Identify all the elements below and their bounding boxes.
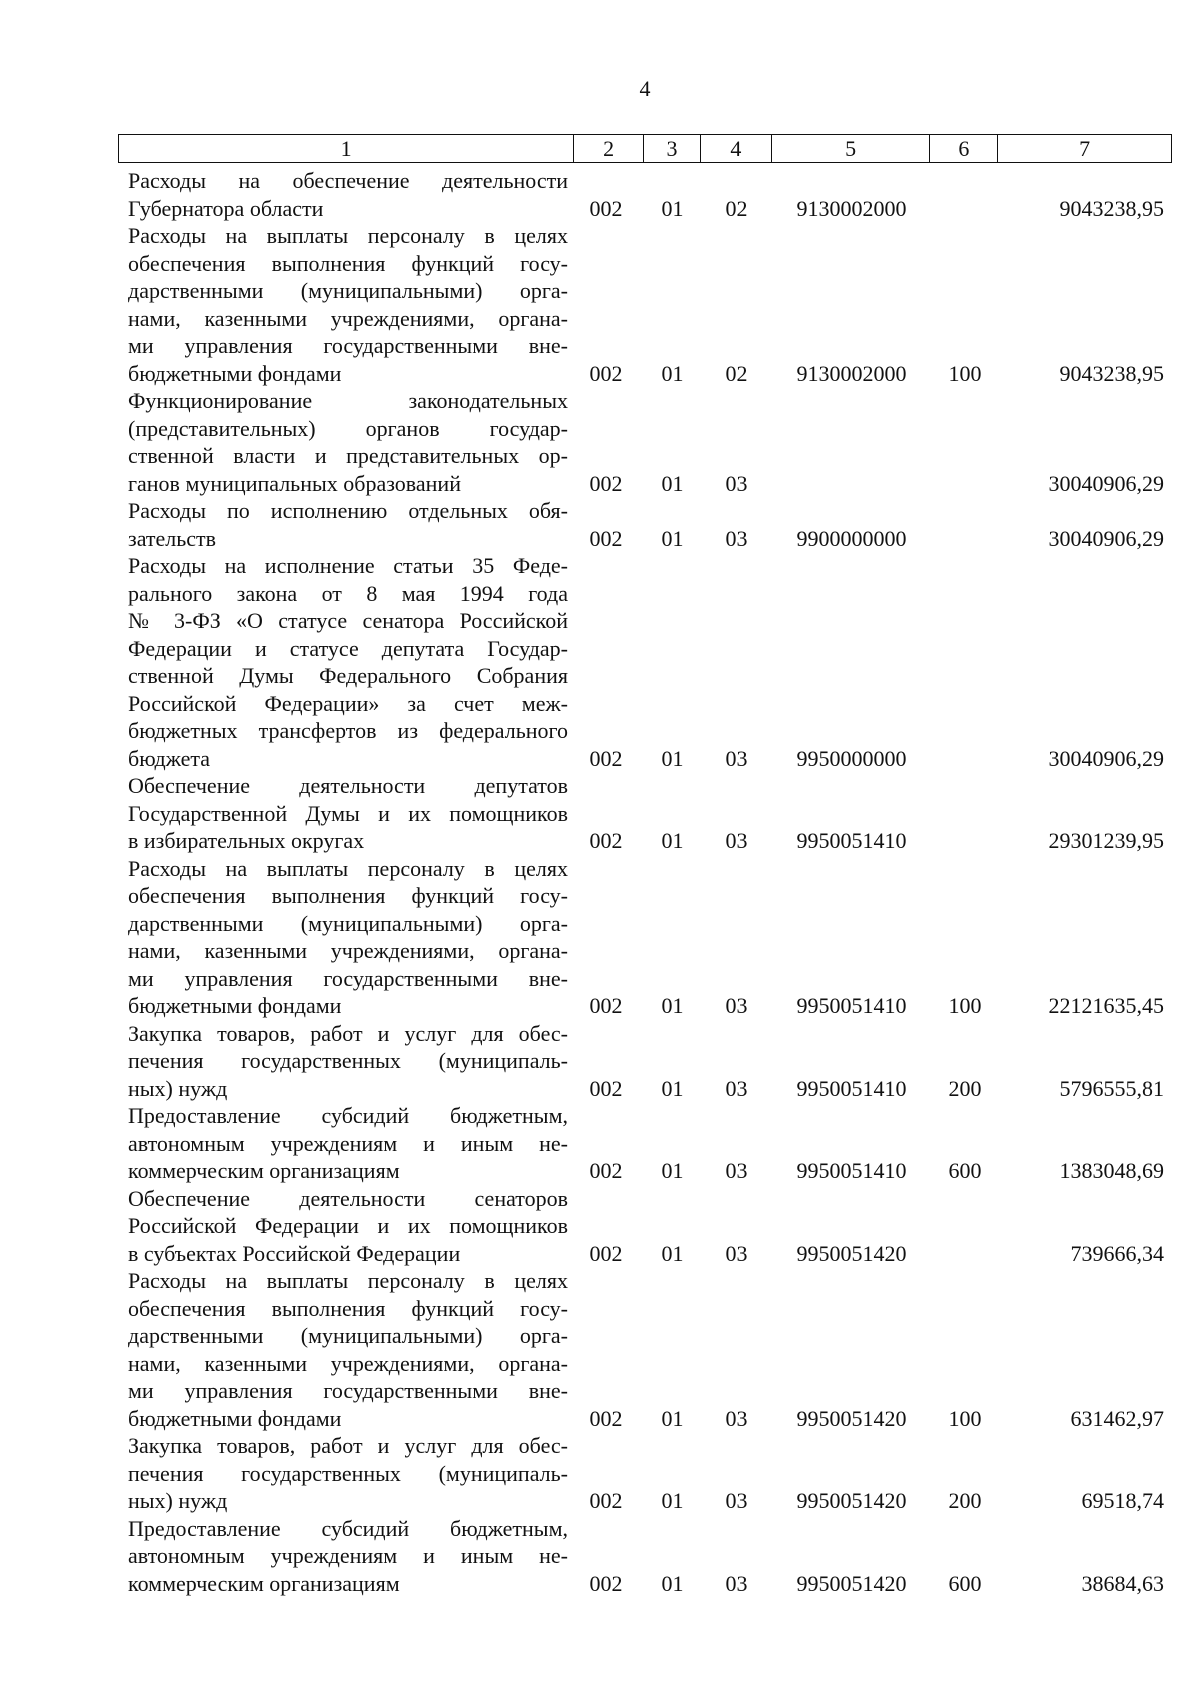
description-line: Предоставление субсидий бюджетным, (128, 1515, 568, 1541)
cell-ministry-code: 002 (589, 1405, 623, 1431)
description-line: коммерческим организациям (128, 1570, 400, 1596)
table-row (118, 167, 1172, 222)
cell-section: 01 (661, 195, 684, 221)
cell-subsection: 03 (725, 993, 748, 1018)
description-line: бюджетных трансфертов из федерального (128, 718, 568, 743)
header-col-4: 4 (701, 135, 772, 162)
description-line: обеспечения выполнения функций госу- (128, 1295, 568, 1321)
cell-target-article: 9950051420 (796, 1570, 907, 1596)
description-line: Предоставление субсидий бюджетным, (128, 1103, 568, 1128)
description-line: автономным учреждениям и иным не- (128, 1543, 568, 1568)
header-col-3: 3 (644, 135, 701, 162)
table-row (118, 1432, 1172, 1515)
row-description (118, 1185, 568, 1268)
cell-subsection: 03 (725, 1158, 748, 1183)
description-line: № 3-ФЗ «О статусе сенатора Российской (128, 608, 568, 633)
cell-target-article: 9130002000 (796, 360, 907, 386)
description-line: ганов муниципальных образований (128, 470, 461, 496)
cell-target-article: 9950051410 (796, 1158, 907, 1183)
cell-ministry-code: 002 (589, 1570, 623, 1596)
row-description (118, 497, 568, 552)
cell-target-article: 9900000000 (796, 525, 907, 551)
description-line: нами, казенными учреждениями, органа- (128, 938, 568, 963)
cell-subsection: 03 (725, 1570, 748, 1596)
header-col-5: 5 (772, 135, 931, 162)
row-description (118, 1432, 568, 1515)
description-line: Обеспечение деятельности депутатов (128, 773, 568, 798)
description-line: бюджетными фондами (128, 993, 342, 1018)
cell-amount: 30040906,29 (1048, 525, 1164, 551)
cell-expense-type: 100 (948, 1405, 982, 1431)
table-row (118, 1185, 1172, 1268)
description-line: коммерческим организациям (128, 1158, 400, 1183)
header-col-6: 6 (930, 135, 998, 162)
cell-target-article: 9130002000 (796, 195, 907, 221)
row-description (118, 855, 568, 1020)
cell-subsection: 03 (725, 1488, 748, 1513)
description-line: рального закона от 8 мая 1994 года (128, 580, 568, 606)
row-description (118, 772, 568, 855)
description-line: Функционирование законодательных (128, 388, 568, 413)
cell-amount: 29301239,95 (1048, 828, 1164, 853)
cell-target-article: 9950051420 (796, 1405, 907, 1431)
description-line: бюджета (128, 745, 211, 771)
cell-subsection: 02 (725, 360, 748, 386)
table-body (118, 167, 1172, 1597)
table-header (118, 134, 1172, 163)
table-row (118, 855, 1172, 1020)
description-line: Российской Федерации и их помощников (128, 1213, 568, 1238)
description-line: Расходы на выплаты персоналу в целях (128, 855, 568, 881)
header-col-7: 7 (1079, 136, 1091, 161)
description-line: в субъектах Российской Федерации (128, 1240, 461, 1266)
description-line: (представительных) органов государ- (128, 415, 568, 441)
description-line: Расходы на выплаты персоналу в целях (128, 223, 568, 248)
description-line: ственной власти и представительных ор- (128, 443, 568, 468)
cell-target-article: 9950051410 (796, 828, 907, 853)
description-line: Федерации и статусе депутата Государ- (128, 635, 568, 661)
cell-expense-type: 600 (948, 1158, 982, 1183)
description-line: печения государственных (муниципаль- (128, 1048, 568, 1073)
cell-expense-type: 100 (948, 360, 982, 386)
cell-ministry-code: 002 (589, 195, 623, 221)
cell-ministry-code: 002 (589, 1158, 623, 1183)
description-line: Государственной Думы и их помощников (128, 800, 568, 826)
row-description (118, 1267, 568, 1432)
cell-ministry-code: 002 (589, 1075, 623, 1101)
cell-expense-type: 600 (948, 1570, 982, 1596)
row-description (118, 1020, 568, 1103)
description-line: ственной Думы Федерального Собрания (128, 663, 568, 688)
description-line: Расходы по исполнению отдельных обя- (128, 498, 568, 523)
row-description (118, 167, 568, 222)
page-number: 4 (639, 76, 651, 101)
cell-section: 01 (661, 1405, 684, 1431)
description-line: дарственными (муниципальными) орга- (128, 1323, 568, 1348)
cell-subsection: 03 (725, 1075, 748, 1101)
cell-section: 01 (661, 828, 684, 853)
cell-section: 01 (661, 745, 684, 771)
cell-ministry-code: 002 (589, 828, 623, 853)
table-row (118, 387, 1172, 497)
header-col-2: 2 (574, 135, 644, 162)
cell-amount: 9043238,95 (1059, 360, 1164, 386)
row-description (118, 1515, 568, 1598)
cell-amount: 739666,34 (1070, 1240, 1164, 1266)
description-line: автономным учреждениям и иным не- (128, 1130, 568, 1156)
description-line: Расходы на выплаты персоналу в целях (128, 1268, 568, 1293)
description-line: дарственными (муниципальными) орга- (128, 910, 568, 936)
cell-target-article: 9950051420 (796, 1240, 907, 1266)
cell-target-article: 9950051420 (796, 1488, 907, 1513)
table-row (118, 222, 1172, 387)
cell-expense-type: 200 (948, 1488, 982, 1513)
description-line: обеспечения выполнения функций госу- (128, 250, 568, 276)
description-line: ми управления государственными вне- (128, 1378, 568, 1403)
cell-section: 01 (661, 360, 684, 386)
cell-subsection: 03 (725, 828, 748, 853)
cell-target-article: 9950000000 (796, 745, 907, 771)
description-line: ми управления государственными вне- (128, 965, 568, 991)
description-line: Губернатора области (128, 195, 324, 221)
cell-amount: 5796555,81 (1059, 1075, 1164, 1101)
cell-expense-type: 100 (948, 993, 982, 1018)
cell-section: 01 (661, 525, 684, 551)
table-row (118, 1267, 1172, 1432)
description-line: Закупка товаров, работ и услуг для обес- (128, 1020, 568, 1046)
description-line: печения государственных (муниципаль- (128, 1460, 568, 1486)
cell-ministry-code: 002 (589, 525, 623, 551)
cell-ministry-code: 002 (589, 470, 623, 496)
cell-section: 01 (661, 1570, 684, 1596)
description-line: Российской Федерации» за счет меж- (128, 690, 568, 716)
description-line: бюджетными фондами (128, 1405, 342, 1431)
cell-section: 01 (661, 470, 684, 496)
cell-subsection: 03 (725, 745, 748, 771)
description-line: нами, казенными учреждениями, органа- (128, 305, 568, 331)
table-row (118, 1020, 1172, 1103)
cell-amount: 69518,74 (1081, 1488, 1164, 1513)
cell-subsection: 02 (725, 195, 748, 221)
description-line: Закупка товаров, работ и услуг для обес- (128, 1433, 568, 1458)
cell-ministry-code: 002 (589, 745, 623, 771)
description-line: обеспечения выполнения функций госу- (128, 883, 568, 908)
description-line: в избирательных округах (128, 828, 365, 853)
description-line: зательств (128, 525, 217, 551)
row-description (118, 1102, 568, 1185)
description-line: ных) нужд (128, 1488, 228, 1513)
description-line: ми управления государственными вне- (128, 333, 568, 358)
table-row (118, 772, 1172, 855)
cell-ministry-code: 002 (589, 993, 623, 1018)
cell-amount: 631462,97 (1070, 1405, 1164, 1431)
cell-section: 01 (661, 1488, 684, 1513)
cell-amount: 9043238,95 (1059, 195, 1164, 221)
cell-amount: 22121635,45 (1048, 993, 1164, 1018)
description-line: Обеспечение деятельности сенаторов (128, 1185, 568, 1211)
header-col-1: 1 (119, 135, 574, 162)
cell-ministry-code: 002 (589, 1240, 623, 1266)
cell-section: 01 (661, 993, 684, 1018)
cell-subsection: 03 (725, 1405, 748, 1431)
cell-target-article: 9950051410 (796, 1075, 907, 1101)
row-description (118, 552, 568, 772)
cell-subsection: 03 (725, 470, 748, 496)
cell-amount: 38684,63 (1081, 1570, 1164, 1596)
cell-subsection: 03 (725, 525, 748, 551)
description-line: ных) нужд (128, 1075, 228, 1101)
description-line: Расходы на обеспечение деятельности (128, 168, 568, 193)
row-description (118, 387, 568, 497)
cell-section: 01 (661, 1158, 684, 1183)
cell-ministry-code: 002 (589, 360, 623, 386)
cell-section: 01 (661, 1240, 684, 1266)
cell-ministry-code: 002 (589, 1488, 623, 1513)
cell-amount: 30040906,29 (1048, 745, 1164, 771)
table-row (118, 497, 1172, 552)
row-description (118, 222, 568, 387)
description-line: бюджетными фондами (128, 360, 342, 386)
cell-section: 01 (661, 1075, 684, 1101)
cell-target-article: 9950051410 (796, 993, 907, 1018)
description-line: нами, казенными учреждениями, органа- (128, 1350, 568, 1376)
description-line: Расходы на исполнение статьи 35 Феде- (128, 553, 568, 578)
cell-amount: 30040906,29 (1048, 470, 1164, 496)
table-row (118, 1515, 1172, 1598)
cell-expense-type: 200 (948, 1075, 982, 1101)
description-line: дарственными (муниципальными) орга- (128, 278, 568, 303)
table-row (118, 552, 1172, 772)
cell-amount: 1383048,69 (1059, 1158, 1164, 1183)
table-row (118, 1102, 1172, 1185)
cell-subsection: 03 (725, 1240, 748, 1266)
